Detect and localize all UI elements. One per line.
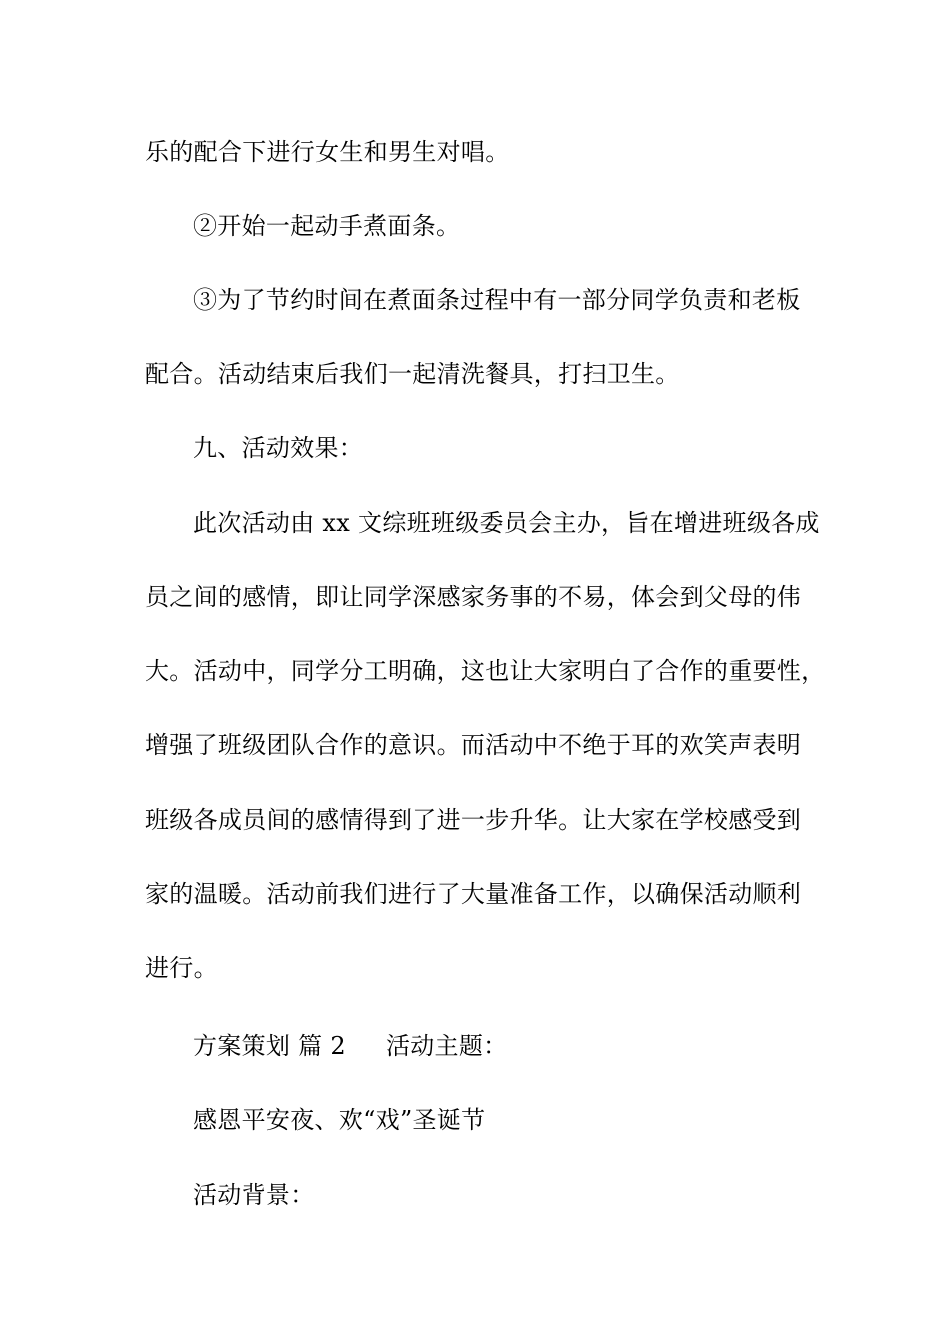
- paragraph-line: ③为了节约时间在煮面条过程中有一部分同学负责和老板: [193, 286, 801, 314]
- section-title-row: [193, 1031, 507, 1061]
- paragraph-line: 大。活动中，同学分工明确，这也让大家明白了合作的重要性，: [145, 657, 826, 685]
- paragraph-line: ②开始一起动手煮面条。: [193, 212, 461, 240]
- topic-label: 活动主题：: [385, 1032, 508, 1060]
- paragraph-line: 乐的配合下进行女生和男生对唱。: [145, 138, 510, 166]
- paragraph-line: 增强了班级团队合作的意识。而活动中不绝于耳的欢笑声表明: [145, 731, 802, 759]
- paragraph-line: 配合。活动结束后我们一起清洗餐具，打扫卫生。: [145, 360, 680, 388]
- paragraph-line: 班级各成员间的感情得到了进一步升华。让大家在学校感受到: [145, 806, 802, 834]
- topic-text: 感恩平安夜、欢“戏”圣诞节: [193, 1106, 486, 1134]
- paragraph-line: 此次活动由 xx 文综班班级委员会主办，旨在增进班级各成: [193, 509, 820, 537]
- section-title: 方案策划 篇 2: [193, 1032, 346, 1060]
- paragraph-line: 员之间的感情，即让同学深感家务事的不易，体会到父母的伟: [145, 583, 802, 611]
- section-heading: 九、活动效果：: [193, 434, 364, 462]
- paragraph-line: 家的温暖。活动前我们进行了大量准备工作，以确保活动顺利: [145, 880, 802, 908]
- background-label: 活动背景：: [193, 1181, 315, 1209]
- paragraph-line: 进行。: [145, 954, 218, 982]
